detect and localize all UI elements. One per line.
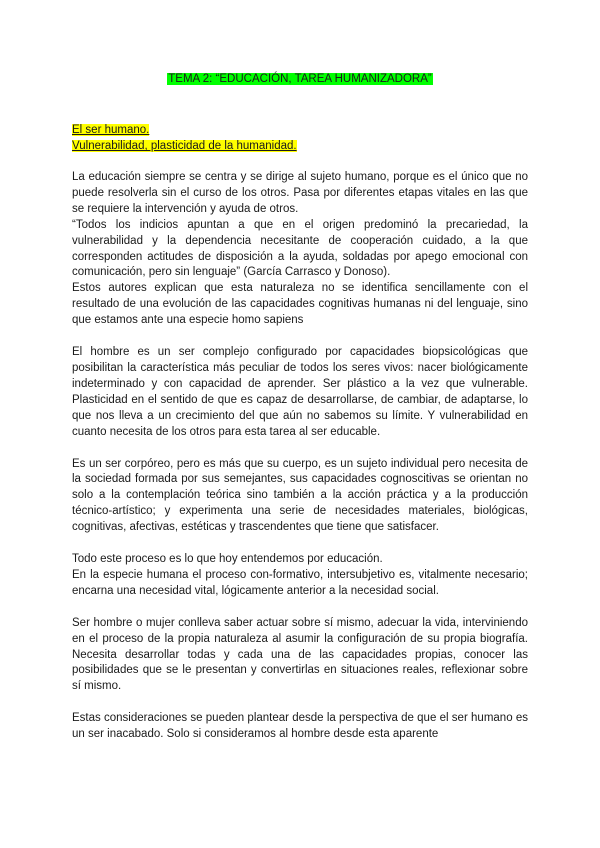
page-title-text: TEMA 2: “EDUCACIÓN, TAREA HUMANIZADORA”: [168, 73, 432, 85]
section-subheading-text: Vulnerabilidad, plasticidad de la humanidad.: [72, 140, 297, 152]
paragraph-1: La educación siempre se centra y se dirige al sujeto humano, porque es el único que no puede resolverla sin el curso de los otros. Pasa por diferentes etapas vitales en las que se requiere la intervención y ayuda de otros.: [72, 171, 528, 215]
paragraph-5: Es un ser corpóreo, pero es más que su cuerpo, es un sujeto individual pero necesita de la sociedad formada por sus semejantes, sus capacidades cognoscitivas se orientan no solo a la contemplación teórica sino también a la acción práctica y a la producción técnico-artístico; y experimenta una serie de necesidades materiales, biológicas, cognitivas, afectivas, estéticas y trascendentes que tiene que satisfacer.: [72, 457, 528, 534]
paragraph-2-quote: “Todos los indicios apuntan a que en el origen predominó la precariedad, la vulnerabilidad y la dependencia necesitante de cooperación cuidado, a la que corresponden actitudes de disposición a la ayuda, soldadas por apego emocional con comunicación, pero sin lenguaje” (García Carrasco y Donoso).: [72, 218, 528, 279]
document-body: [72, 122, 528, 743]
page-title: [0, 72, 600, 87]
paragraph-9: Estas consideraciones se pueden plantear desde la perspectiva de que el ser humano es un ser inacabado. Solo si consideramos al hombre desde esta aparente: [72, 712, 528, 741]
paragraph-3: Estos autores explican que esta naturaleza no se identifica sencillamente con el resultado de una evolución de las capacidades cognitivas humanas ni del lenguaje, sino que estamos ante una especie homo sapiens: [72, 282, 528, 327]
paragraph-7: En la especie humana el proceso con-formativo, intersubjetivo es, vitalmente necesario; encarna una necesidad vital, lógicamente anterior a la necesidad social.: [72, 568, 528, 597]
paragraph-6: Todo este proceso es lo que hoy entendemos por educación.: [72, 553, 383, 566]
section-heading: [72, 122, 528, 138]
paragraph-4: El hombre es un ser complejo configurado por capacidades biopsicológicas que posibilitan la característica más peculiar de todos los seres vivos: nacer biológicamente indeterminado y con capacidad de aprender. Ser plástico a la vez que vulnerable. Plasticidad en el sentido de que es capaz de desarrollarse, de cambiar, de adaptarse, lo que nos lleva a un crecimiento del que aún no sabemos su límite. Y vulnerabilidad en cuanto necesita de los otros para esta tarea al ser educable.: [72, 346, 528, 438]
paragraph-8: Ser hombre o mujer conlleva saber actuar sobre sí mismo, adecuar la vida, interviniendo en el proceso de la propia naturaleza al asumir la configuración de su propia biografía. Necesita desarrollar todas y cada una de las capacidades propias, conocer las posibilidades que se le presentan y convertirlas en situaciones reales, reflexionar sobre sí mismo.: [72, 616, 528, 693]
section-heading-text: El ser humano.: [72, 124, 150, 136]
section-subheading: [72, 138, 528, 154]
